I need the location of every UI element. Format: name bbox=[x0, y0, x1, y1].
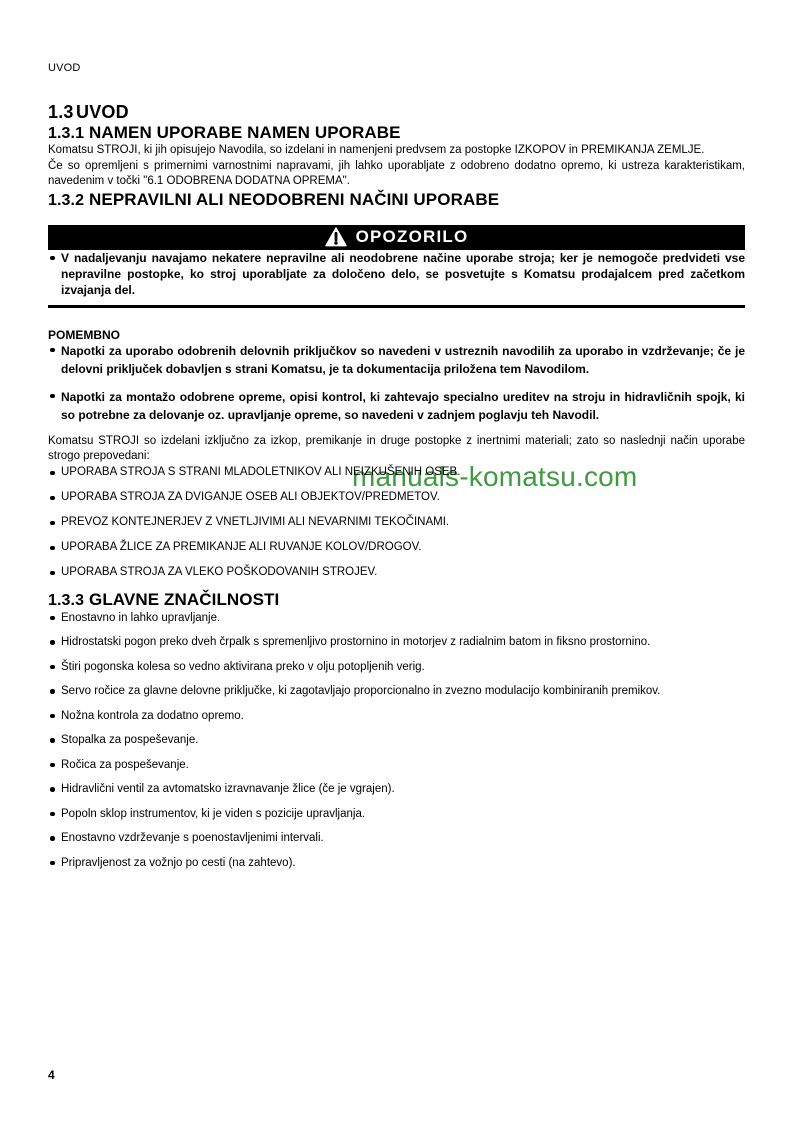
section-1-3-2-heading bbox=[48, 190, 745, 210]
paragraph-prohibited-intro: Komatsu STROJI so izdelani izključno za izkop, premikanje in druge postopke z inertnimi materiali; zato so naslednji način uporabe strogo prepovedani: bbox=[48, 434, 745, 462]
list-item: Enostavno in lahko upravljanje. bbox=[48, 610, 745, 626]
section-1-3-3-heading bbox=[48, 590, 745, 610]
warning-divider bbox=[48, 305, 745, 308]
list-item: UPORABA STROJA S STRANI MLADOLETNIKOV ALI NEIZKUŠENIH OSEB. bbox=[48, 465, 745, 480]
features-list bbox=[48, 610, 745, 871]
warning-banner bbox=[48, 225, 745, 250]
section-title: UVOD bbox=[76, 102, 129, 122]
list-item: Servo ročice za glavne delovne priključke, ki zagotavljajo proporcionalno in zvezno modulacijo kombiniranih premikov. bbox=[48, 683, 745, 699]
list-item: Popoln sklop instrumentov, ki je viden s pozicije upravljanja. bbox=[48, 806, 745, 822]
paragraph-intended-use-1: Komatsu STROJI, ki jih opisujejo Navodila, so izdelani in namenjeni predvsem za postopke IZKOPOV in PREMIKANJA ZEMLJE. bbox=[48, 144, 705, 156]
warning-note-list bbox=[48, 250, 745, 298]
list-item: Nožna kontrola za dodatno opremo. bbox=[48, 708, 745, 724]
running-header: UVOD bbox=[48, 62, 81, 74]
list-item: Stopalka za pospeševanje. bbox=[48, 732, 745, 748]
section-number: 1.3.2 bbox=[48, 191, 85, 209]
list-item: UPORABA STROJA ZA DVIGANJE OSEB ALI OBJEKTOV/PREDMETOV. bbox=[48, 490, 745, 505]
list-item: Napotki za uporabo odobrenih delovnih priključkov so navedeni v ustreznih navodilih za uporabo in vzdrževanje; če je delovni priključek dobavljen s strani Komatsu, je ta dokumentacija priložena tem Navodilom. bbox=[48, 342, 745, 379]
important-label: POMEMBNO bbox=[48, 327, 120, 342]
page-number: 4 bbox=[48, 1068, 55, 1082]
section-title: NAMEN UPORABE NAMEN UPORABE bbox=[89, 123, 401, 142]
list-item: UPORABA ŽLICE ZA PREMIKANJE ALI RUVANJE KOLOV/DROGOV. bbox=[48, 540, 745, 555]
list-item: UPORABA STROJA ZA VLEKO POŠKODOVANIH STROJEV. bbox=[48, 565, 745, 580]
section-title: GLAVNE ZNAČILNOSTI bbox=[89, 589, 280, 609]
section-1-3-1-heading bbox=[48, 123, 745, 143]
list-item: Napotki za montažo odobrene opreme, opisi kontrol, ki zahtevajo specialno ureditev na stroju in hidravličnih spojk, ki so potrebne za delovanje oz. upravljanje opreme, so navedeni v zadnjem poglavju teh Navodil. bbox=[48, 388, 745, 425]
list-item: PREVOZ KONTEJNERJEV Z VNETLJIVIMI ALI NEVARNIMI TEKOČINAMI. bbox=[48, 515, 745, 530]
prohibited-uses-list bbox=[48, 465, 745, 580]
section-number: 1.3.3 bbox=[48, 591, 85, 609]
list-item: Hidravlični ventil za avtomatsko izravnavanje žlice (če je vgrajen). bbox=[48, 781, 745, 797]
paragraph-intended-use-2: Če so opremljeni s primernimi varnostnimi napravami, jih lahko uporabljate z odobreno dodatno opremo, ki ustreza karakteristikam, navedenim v točki "6.1 ODOBRENA DODATNA OPREMA". bbox=[48, 159, 745, 187]
page-content bbox=[48, 0, 745, 879]
list-item: Ročica za pospeševanje. bbox=[48, 757, 745, 773]
section-1-3-heading bbox=[48, 102, 745, 123]
watermark: manuals-komatsu.com bbox=[352, 461, 638, 492]
section-number: 1.3 bbox=[48, 102, 74, 122]
list-item: Hidrostatski pogon preko dveh črpalk s spremenljivo prostornino in motorjev z radialnim batom in fiksno prostornino. bbox=[48, 634, 745, 650]
section-number: 1.3.1 bbox=[48, 125, 85, 142]
warning-triangle-icon bbox=[325, 227, 347, 247]
important-list bbox=[48, 342, 745, 425]
warning-title: OPOZORILO bbox=[355, 227, 469, 246]
list-item: Štiri pogonska kolesa so vedno aktivirana preko v olju potopljenih verig. bbox=[48, 659, 745, 675]
section-title: NEPRAVILNI ALI NEODOBRENI NAČINI UPORABE bbox=[89, 189, 500, 209]
list-item: Enostavno vzdrževanje s poenostavljenimi intervali. bbox=[48, 830, 745, 846]
list-item: Pripravljenost za vožnjo po cesti (na zahtevo). bbox=[48, 855, 745, 871]
warning-note-item: V nadaljevanju navajamo nekatere nepravilne ali neodobrene načine uporabe stroja; ker je nemogoče predvideti vse nepravilne postopke, ko stroj uporabljate za določeno delo, se posvetujte s Komatsu prodajalcem pred začetkom izvajanja del. bbox=[48, 250, 745, 298]
